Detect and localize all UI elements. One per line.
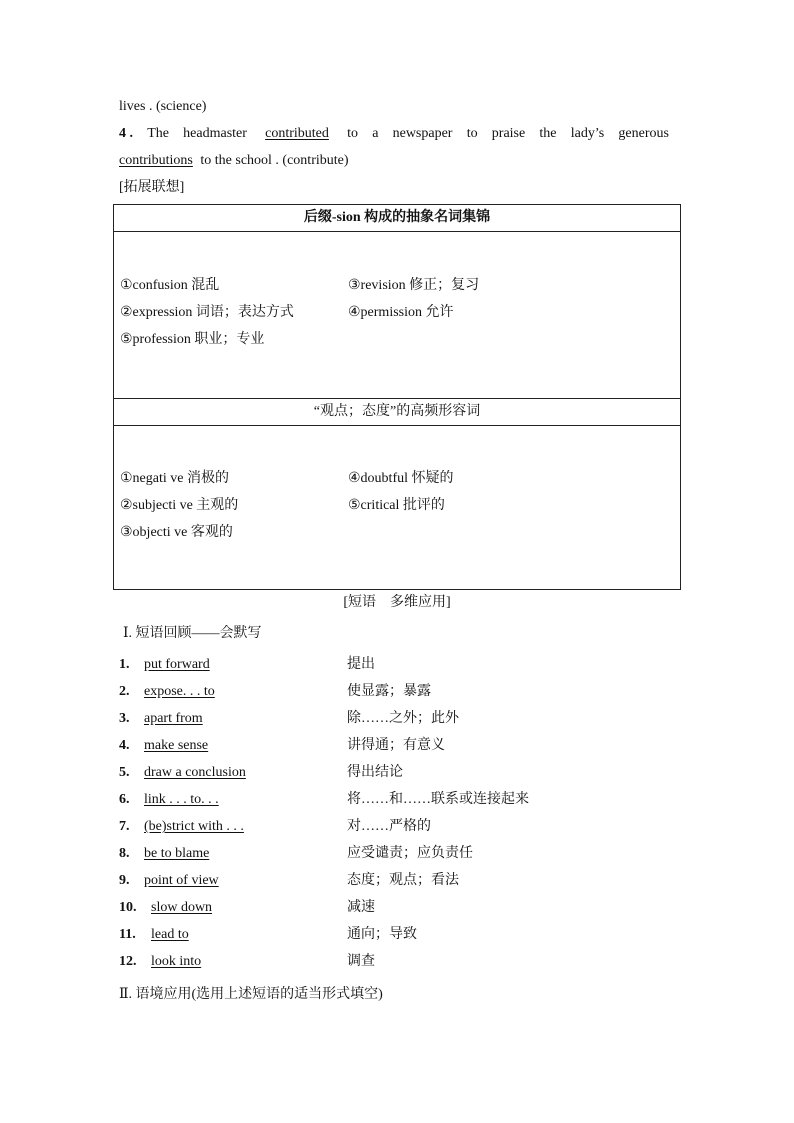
- item-phrase: lead to: [151, 927, 189, 942]
- list-item: [119, 899, 679, 917]
- q4-word: to: [347, 126, 358, 141]
- q4-word: to: [466, 126, 478, 141]
- q4-word: newspaper: [392, 126, 453, 141]
- item-number: 9.: [119, 873, 130, 888]
- list-item: [119, 845, 679, 863]
- phrases-header: [短语 多维应用]: [343, 595, 451, 610]
- item-phrase: expose. . . to: [144, 684, 215, 699]
- q4-number: 4 .: [119, 126, 133, 141]
- list-item: [119, 764, 679, 782]
- list-item: [119, 818, 679, 836]
- item-meaning: 得出结论: [347, 765, 403, 780]
- q4-word: The: [147, 126, 169, 141]
- list-item: [119, 683, 679, 701]
- list-item: [119, 791, 679, 809]
- table-cell: ②expression 词语；表达方式: [120, 305, 294, 320]
- item-meaning: 将……和……联系或连接起来: [347, 792, 529, 807]
- section-i-title: Ⅰ. 短语回顾——会默写: [123, 626, 262, 641]
- item-meaning: 通向；导致: [347, 927, 417, 942]
- item-meaning: 减速: [347, 900, 375, 915]
- list-item: [119, 926, 679, 944]
- item-number: 8.: [119, 846, 130, 861]
- table-cell: ④permission 允许: [348, 305, 454, 320]
- item-phrase: look into: [151, 954, 202, 969]
- q4-word: headmaster: [183, 126, 247, 141]
- item-phrase: slow down: [151, 900, 213, 915]
- q4-word: a: [372, 126, 379, 141]
- table-cell: ⑤profession 职业；专业: [120, 332, 265, 347]
- item-phrase: apart from: [144, 711, 203, 726]
- q4-word: lady’s: [570, 126, 605, 141]
- table-cell: ⑤critical 批评的: [348, 498, 445, 513]
- item-meaning: 态度；观点；看法: [347, 873, 459, 888]
- list-item: [119, 872, 679, 890]
- item-meaning: 应受谴责；应负责任: [347, 846, 473, 861]
- table-section1-title: 后缀-sion 构成的抽象名词集锦: [114, 205, 680, 232]
- q4-word: the: [539, 126, 557, 141]
- item-number: 3.: [119, 711, 130, 726]
- item-phrase: put forward: [144, 657, 210, 672]
- table-cell: ③revision 修正；复习: [348, 278, 480, 293]
- item-phrase: (be)strict with . . .: [144, 819, 244, 834]
- table-cell: ④doubtful 怀疑的: [348, 471, 454, 486]
- item-phrase: draw a conclusion: [144, 765, 246, 780]
- item-meaning: 使显露；暴露: [347, 684, 431, 699]
- item-number: 7.: [119, 819, 130, 834]
- item-meaning: 讲得通；有意义: [347, 738, 445, 753]
- expand-label: [拓展联想]: [119, 180, 185, 195]
- list-item: [119, 656, 679, 674]
- q4-answer-contributed: contributed: [265, 126, 329, 141]
- section-ii-title: Ⅱ. 语境应用(选用上述短语的适当形式填空): [119, 987, 383, 1002]
- q4-line2-rest: to the school . (contribute): [196, 153, 349, 168]
- table-cell: ③objecti ve 客观的: [120, 525, 233, 540]
- table-section2-title: “观点；态度”的高频形容词: [114, 398, 680, 426]
- item-meaning: 提出: [347, 657, 375, 672]
- table-cell: ①negati ve 消极的: [120, 471, 229, 486]
- table-cell: ②subjecti ve 主观的: [120, 498, 239, 513]
- item-meaning: 调查: [347, 954, 375, 969]
- list-item: [119, 953, 679, 971]
- q4-line1: [119, 125, 669, 143]
- item-number: 2.: [119, 684, 130, 699]
- item-phrase: link . . . to. . .: [144, 792, 219, 807]
- table-cell: ①confusion 混乱: [120, 278, 220, 293]
- item-phrase: make sense: [144, 738, 209, 753]
- vocab-table: [113, 204, 681, 590]
- item-number: 12.: [119, 954, 137, 969]
- q4-word: praise: [491, 126, 526, 141]
- item-phrase: point of view: [144, 873, 219, 888]
- item-meaning: 除……之外；此外: [347, 711, 459, 726]
- item-number: 1.: [119, 657, 130, 672]
- item-number: 10.: [119, 900, 137, 915]
- item-number: 11.: [119, 927, 136, 942]
- intro-line-lives: lives . (science): [119, 99, 207, 114]
- q4-word: generous: [618, 126, 669, 141]
- item-meaning: 对……严格的: [347, 819, 431, 834]
- list-item: [119, 737, 679, 755]
- item-phrase: be to blame: [144, 846, 210, 861]
- item-number: 4.: [119, 738, 130, 753]
- item-number: 6.: [119, 792, 130, 807]
- item-number: 5.: [119, 765, 130, 780]
- list-item: [119, 710, 679, 728]
- q4-line2: [119, 152, 349, 170]
- q4-answer-contributions: contributions: [119, 153, 193, 168]
